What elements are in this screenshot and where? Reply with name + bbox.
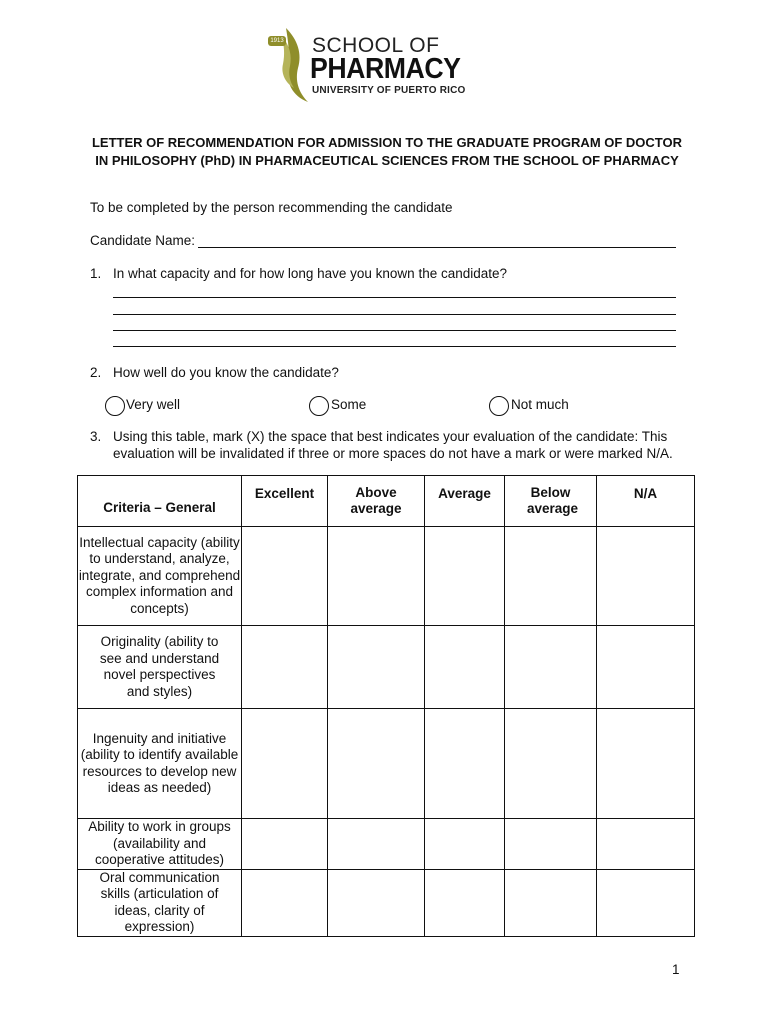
table-row: [78, 626, 695, 709]
rating-cell[interactable]: [505, 626, 597, 709]
school-logo: [268, 26, 488, 104]
table-header-row: [78, 476, 695, 527]
rating-cell[interactable]: [425, 527, 505, 626]
header-average: Average: [425, 476, 505, 527]
header-na: N/A: [597, 476, 695, 527]
rating-cell[interactable]: [425, 709, 505, 819]
table-row: [78, 869, 695, 936]
table-row: [78, 527, 695, 626]
instruction-text: To be completed by the person recommending the candidate: [90, 200, 453, 215]
radio-some[interactable]: [309, 396, 329, 416]
rating-cell[interactable]: [242, 819, 328, 870]
rating-cell[interactable]: [328, 819, 425, 870]
rating-cell[interactable]: [425, 819, 505, 870]
rating-cell[interactable]: [505, 819, 597, 870]
q3-text-line-1: Using this table, mark (X) the space that best indicates your evaluation of the candidate: This: [113, 429, 668, 444]
q2-text: How well do you know the candidate?: [113, 365, 339, 380]
radio-very-well[interactable]: [105, 396, 125, 416]
table-row: [78, 819, 695, 870]
rating-cell[interactable]: [597, 819, 695, 870]
page-number: 1: [672, 962, 680, 977]
logo-line-2: PHARMACY: [310, 53, 461, 85]
header-below-average: Below average: [505, 476, 597, 527]
radio-not-much-label: Not much: [511, 397, 569, 412]
rating-cell[interactable]: [328, 709, 425, 819]
candidate-name-label: Candidate Name:: [90, 233, 196, 248]
q1-answer-line-3[interactable]: [113, 330, 676, 331]
evaluation-table: [77, 475, 695, 937]
rating-cell[interactable]: [505, 527, 597, 626]
q1-answer-line-4[interactable]: [113, 346, 676, 347]
header-excellent: Excellent: [242, 476, 328, 527]
document-title: LETTER OF RECOMMENDATION FOR ADMISSION TO THE GRADUATE PROGRAM OF DOCTOR IN PHILOSOPHY (PhD) IN PHARMACEUTICAL SCIENCES FROM THE SCHOOL OF PHARMACY: [91, 135, 683, 168]
rating-cell[interactable]: [505, 869, 597, 936]
rating-cell[interactable]: [597, 527, 695, 626]
q1-number: 1.: [90, 266, 102, 281]
q1-answer-line-1[interactable]: [113, 297, 676, 298]
rating-cell[interactable]: [242, 709, 328, 819]
table-row: [78, 709, 695, 819]
founding-year-badge: 1913: [268, 36, 286, 46]
rating-cell[interactable]: [597, 709, 695, 819]
rating-cell[interactable]: [597, 869, 695, 936]
candidate-name-field[interactable]: [198, 247, 676, 248]
q2-number: 2.: [90, 365, 102, 380]
radio-very-well-label: Very well: [126, 397, 181, 412]
rating-cell[interactable]: [328, 626, 425, 709]
rating-cell[interactable]: [425, 626, 505, 709]
rating-cell[interactable]: [328, 869, 425, 936]
logo-line-3: UNIVERSITY OF PUERTO RICO: [312, 85, 466, 96]
radio-not-much[interactable]: [489, 396, 509, 416]
q1-answer-line-2[interactable]: [113, 314, 676, 315]
row-criteria-label: Ingenuity and initiative (ability to identify available resources to develop new ideas as needed): [78, 709, 242, 819]
q3-number: 3.: [90, 429, 102, 444]
rating-cell[interactable]: [505, 709, 597, 819]
radio-some-label: Some: [331, 397, 367, 412]
row-criteria-label: Originality (ability to see and understand novel perspectives and styles): [78, 626, 242, 709]
q3-text-line-2: evaluation will be invalidated if three or more spaces do not have a mark or were marked N/A.: [113, 446, 673, 461]
header-criteria: Criteria – General: [78, 476, 242, 527]
rating-cell[interactable]: [242, 869, 328, 936]
logo-line-1: SCHOOL OF: [312, 34, 440, 57]
header-above-average: Above average: [328, 476, 425, 527]
rating-cell[interactable]: [328, 527, 425, 626]
row-criteria-label: Oral communication skills (articulation of ideas, clarity of expression): [78, 869, 242, 936]
rating-cell[interactable]: [425, 869, 505, 936]
row-criteria-label: Intellectual capacity (ability to understand, analyze, integrate, and comprehend complex information and concepts): [78, 527, 242, 626]
rating-cell[interactable]: [597, 626, 695, 709]
rating-cell[interactable]: [242, 527, 328, 626]
row-criteria-label: Ability to work in groups (availability and cooperative attitudes): [78, 819, 242, 870]
rating-cell[interactable]: [242, 626, 328, 709]
q1-text: In what capacity and for how long have you known the candidate?: [113, 266, 508, 281]
